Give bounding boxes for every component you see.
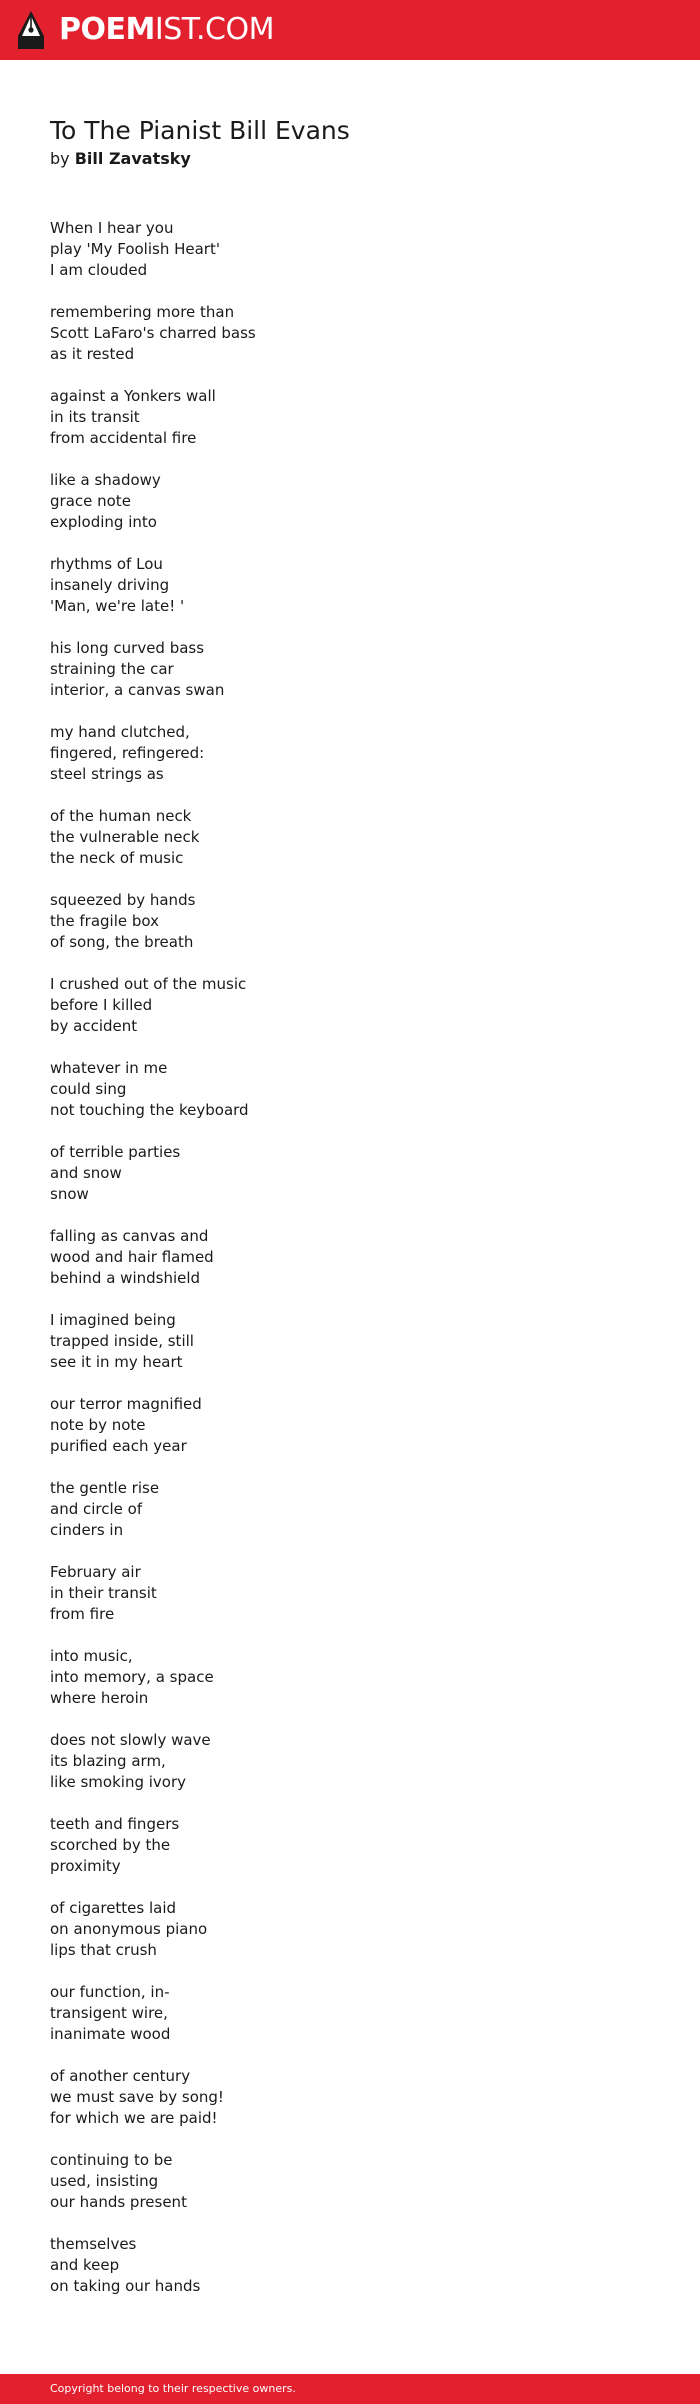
stanza <box>50 1310 650 1373</box>
poem-line: of the human neck <box>50 807 192 825</box>
poem-line: straining the car <box>50 660 174 678</box>
stanza <box>50 890 650 953</box>
poem-line: where heroin <box>50 1689 149 1707</box>
poem-line: against a Yonkers wall <box>50 387 216 405</box>
poem-line: before I killed <box>50 996 153 1014</box>
stanza <box>50 1730 650 1793</box>
poem-line: I crushed out of the music <box>50 975 247 993</box>
poem-line: rhythms of Lou <box>50 555 163 573</box>
stanza <box>50 2150 650 2213</box>
stanza <box>50 2234 650 2297</box>
stanza <box>50 638 650 701</box>
poem-line: exploding into <box>50 513 157 531</box>
poem-line: Scott LaFaro's charred bass <box>50 324 256 342</box>
poem-line: our terror magnified <box>50 1395 202 1413</box>
poem-line: behind a windshield <box>50 1269 201 1287</box>
stanza <box>50 974 650 1037</box>
poem-line: like a shadowy <box>50 471 161 489</box>
poem-line: note by note <box>50 1416 146 1434</box>
copyright-notice: Copyright belong to their respective owners. <box>50 2382 296 2395</box>
poem-line: inanimate wood <box>50 2025 171 2043</box>
poem-line: we must save by song! <box>50 2088 224 2106</box>
poem-line: and keep <box>50 2256 120 2274</box>
logo-text-bold: POEM <box>59 12 155 47</box>
poem-line: February air <box>50 1563 141 1581</box>
poem-line: I imagined being <box>50 1311 176 1329</box>
poem-line: play 'My Foolish Heart' <box>50 240 220 258</box>
poem-line: squeezed by hands <box>50 891 196 909</box>
poem-line: like smoking ivory <box>50 1773 187 1791</box>
stanza <box>50 1646 650 1709</box>
poem-line: 'Man, we're late! ' <box>50 597 185 615</box>
poem-line: by accident <box>50 1017 138 1035</box>
stanza <box>50 806 650 869</box>
poem-line: of another century <box>50 2067 191 2085</box>
poem-line: of song, the breath <box>50 933 194 951</box>
poem-line: my hand clutched, <box>50 723 190 741</box>
poem-line: cinders in <box>50 1521 124 1539</box>
poem-line: interior, a canvas swan <box>50 681 225 699</box>
poem-line: of terrible parties <box>50 1143 181 1161</box>
poem-line: into memory, a space <box>50 1668 214 1686</box>
poem-line: its blazing arm, <box>50 1752 166 1770</box>
poem-line: whatever in me <box>50 1059 168 1077</box>
poem-line: transigent wire, <box>50 2004 168 2022</box>
poem-line: the fragile box <box>50 912 159 930</box>
poem-line: the vulnerable neck <box>50 828 200 846</box>
stanza <box>50 386 650 449</box>
poem-line: scorched by the <box>50 1836 171 1854</box>
logo-text-light: IST.COM <box>154 12 274 47</box>
poem-line: teeth and fingers <box>50 1815 180 1833</box>
poem-line: When I hear you <box>50 219 174 237</box>
poem-header <box>50 116 650 170</box>
poem-line: the gentle rise <box>50 1479 160 1497</box>
stanza <box>50 1898 650 1961</box>
pen-nib-icon <box>17 10 45 50</box>
poem-line: continuing to be <box>50 2151 173 2169</box>
poem-body <box>50 218 650 2318</box>
stanza <box>50 302 650 365</box>
poem-line: fingered, refingered: <box>50 744 205 762</box>
by-label: by <box>50 149 70 168</box>
site-footer <box>0 2374 700 2404</box>
poem-line: in its transit <box>50 408 140 426</box>
poem-line: see it in my heart <box>50 1353 183 1371</box>
poem-line: grace note <box>50 492 131 510</box>
poem-line: and circle of <box>50 1500 143 1518</box>
poem-line: I am clouded <box>50 261 148 279</box>
logo-text <box>59 10 274 50</box>
poem-line: does not slowly wave <box>50 1731 211 1749</box>
poem-line: in their transit <box>50 1584 157 1602</box>
stanza <box>50 1478 650 1541</box>
poem-line: as it rested <box>50 345 135 363</box>
stanza <box>50 1226 650 1289</box>
stanza <box>50 1058 650 1121</box>
poem-title: To The Pianist Bill Evans <box>50 116 350 145</box>
stanza <box>50 218 650 281</box>
poem-line: could sing <box>50 1080 127 1098</box>
poem-line: of cigarettes laid <box>50 1899 177 1917</box>
stanza <box>50 470 650 533</box>
poem-line: wood and hair flamed <box>50 1248 214 1266</box>
poem-line: themselves <box>50 2235 137 2253</box>
stanza <box>50 722 650 785</box>
poem-line: for which we are paid! <box>50 2109 218 2127</box>
poem-line: his long curved bass <box>50 639 205 657</box>
poem-line: snow <box>50 1185 89 1203</box>
poem-line: proximity <box>50 1857 121 1875</box>
poem-line: used, insisting <box>50 2172 159 2190</box>
poem-line: not touching the keyboard <box>50 1101 249 1119</box>
stanza <box>50 1142 650 1205</box>
stanza <box>50 554 650 617</box>
stanza <box>50 1982 650 2045</box>
poem-line: our function, in- <box>50 1983 170 2001</box>
poem-line: insanely driving <box>50 576 170 594</box>
stanza <box>50 1394 650 1457</box>
poem-line: trapped inside, still <box>50 1332 194 1350</box>
site-logo[interactable] <box>17 10 274 50</box>
poem-line: on taking our hands <box>50 2277 201 2295</box>
poem-line: steel strings as <box>50 765 164 783</box>
poem-line: from accidental fire <box>50 429 197 447</box>
poem-line: the neck of music <box>50 849 184 867</box>
poem-line: our hands present <box>50 2193 187 2211</box>
poem-line: lips that crush <box>50 1941 157 1959</box>
stanza <box>50 1814 650 1877</box>
author-name[interactable]: Bill Zavatsky <box>74 149 191 168</box>
poem-line: on anonymous piano <box>50 1920 208 1938</box>
poem-line: falling as canvas and <box>50 1227 209 1245</box>
poem-line: into music, <box>50 1647 133 1665</box>
poem-line: from fire <box>50 1605 115 1623</box>
stanza <box>50 2066 650 2129</box>
poem-line: remembering more than <box>50 303 235 321</box>
stanza <box>50 1562 650 1625</box>
poem-line: purified each year <box>50 1437 187 1455</box>
poem-line: and snow <box>50 1164 122 1182</box>
byline <box>50 148 650 170</box>
site-header <box>0 0 700 60</box>
